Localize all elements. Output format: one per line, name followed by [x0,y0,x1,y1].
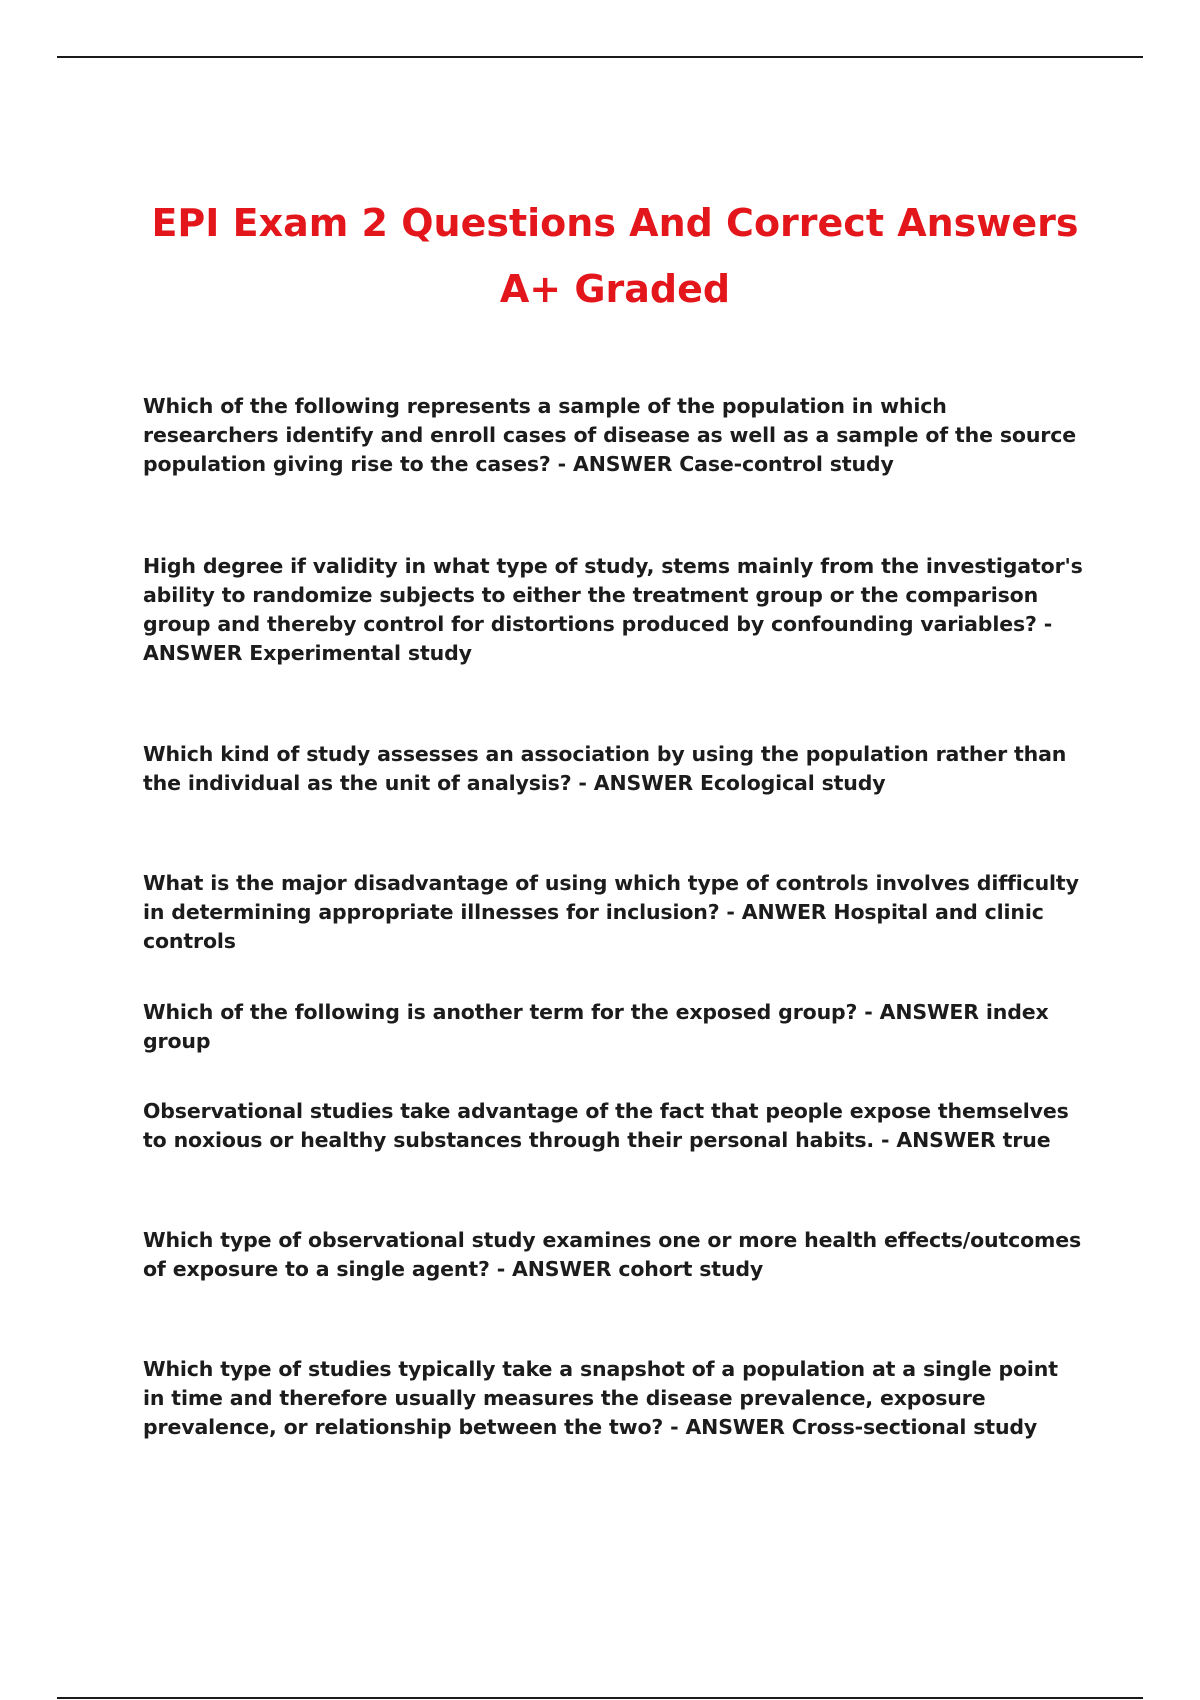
top-divider [57,56,1143,58]
question-item-1: Which of the following represents a sample of the population in which researchers identify and enroll cases of disease as well as a sample of the source population giving rise to the cases? - ANSWER Case-control study [143,394,1076,476]
bottom-divider [57,1697,1143,1699]
question-item-8: Which type of studies typically take a snapshot of a population at a single point in time and therefore usually measures the disease prevalence, exposure prevalence, or relationship between the two? - ANSWER Cross-sectional study [143,1357,1058,1439]
question-item-4: What is the major disadvantage of using which type of controls involves difficulty in determining appropriate illnesses for inclusion? - ANWER Hospital and clinic controls [143,871,1079,953]
question-item-6: Observational studies take advantage of the fact that people expose themselves to noxious or healthy substances through their personal habits. - ANSWER true [143,1099,1069,1152]
question-item-2: High degree if validity in what type of study, stems mainly from the investigator's ability to randomize subjects to either the treatment group or the comparison group and thereby control for distortions produced by confounding variables? - ANSWER Experimental study [143,554,1083,665]
question-item-7: Which type of observational study examines one or more health effects/outcomes of exposure to a single agent? - ANSWER cohort study [143,1228,1082,1281]
question-item-5: Which of the following is another term for the exposed group? - ANSWER index group [143,1000,1049,1053]
page-title: EPI Exam 2 Questions And Correct Answers A+ Graded [151,201,1079,311]
question-item-3: Which kind of study assesses an association by using the population rather than the individual as the unit of analysis? - ANSWER Ecological study [143,742,1067,795]
